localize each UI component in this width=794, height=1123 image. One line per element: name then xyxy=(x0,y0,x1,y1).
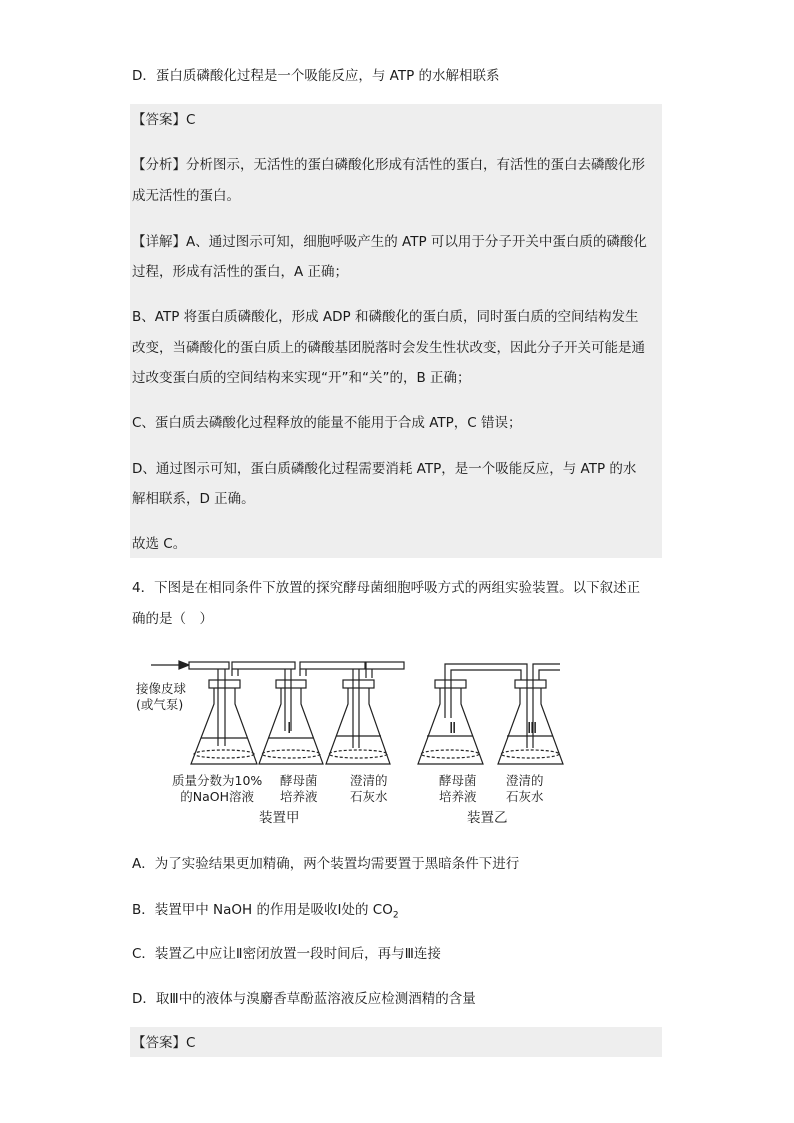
question-stem-line-2: 确的是（ ） xyxy=(132,611,213,627)
flask5-label xyxy=(506,773,544,805)
device-b-label: 装置乙 xyxy=(467,810,508,826)
flask4-label-line-1: 酵母菌 xyxy=(439,773,477,788)
flask2-label xyxy=(280,773,318,805)
flask4-label-line-2: 培养液 xyxy=(439,789,477,804)
flask3-label xyxy=(350,773,388,805)
pump-label xyxy=(136,681,186,713)
prev-option-d: D．蛋白质磷酸化过程是一个吸能反应，与 ATP 的水解相联系 xyxy=(132,68,500,84)
device-a-label: 装置甲 xyxy=(259,810,300,826)
pump-label-line-2: (或气泵) xyxy=(136,697,184,712)
flask3-label-line-2: 石灰水 xyxy=(350,789,388,804)
detail-b-line-2: 改变，当磷酸化的蛋白质上的磷酸基团脱落时会发生性状改变，因此分子开关可能是通 xyxy=(132,340,645,356)
analysis-line-1: 【分析】分析图示，无活性的蛋白磷酸化形成有活性的蛋白，有活性的蛋白去磷酸化形 xyxy=(132,157,645,173)
detail-a-line-2: 过程，形成有活性的蛋白，A 正确； xyxy=(132,264,349,280)
flask5-label-line-2: 石灰水 xyxy=(506,789,544,804)
flask1-label-line-1: 质量分数为10% xyxy=(172,773,263,788)
answer-line-2: 【答案】C xyxy=(132,1035,196,1051)
option-a: A．为了实验结果更加精确，两个装置均需要置于黑暗条件下进行 xyxy=(132,856,520,872)
detail-a-line-1: 【详解】A、通过图示可知，细胞呼吸产生的 ATP 可以用于分子开关中蛋白质的磷酸化 xyxy=(132,234,647,250)
detail-c-line: C、蛋白质去磷酸化过程释放的能量不能用于合成 ATP，C 错误； xyxy=(132,415,522,431)
pump-label-line-1: 接像皮球 xyxy=(136,681,187,696)
flask5-label-line-1: 澄清的 xyxy=(506,773,544,788)
flask1-label-line-2: 的NaOH溶液 xyxy=(180,789,255,804)
flask3-label-line-1: 澄清的 xyxy=(350,773,388,788)
roman-numeral-1: Ⅰ xyxy=(287,719,292,737)
detail-b-line-1: B、ATP 将蛋白质磷酸化，形成 ADP 和磷酸化的蛋白质，同时蛋白质的空间结构发生 xyxy=(132,309,639,325)
option-b-text: B．装置甲中 NaOH 的作用是吸收Ⅰ处的 CO xyxy=(132,902,393,918)
option-d: D．取Ⅲ中的液体与溴麝香草酚蓝溶液反应检测酒精的含量 xyxy=(132,991,476,1007)
flask2-label-line-1: 酵母菌 xyxy=(280,773,318,788)
question-stem-line-1: 4．下图是在相同条件下放置的探究酵母菌细胞呼吸方式的两组实验装置。以下叙述正 xyxy=(132,580,641,596)
option-c: C．装置乙中应让Ⅱ密闭放置一段时间后，再与Ⅲ连接 xyxy=(132,946,441,962)
analysis-line-2: 成无活性的蛋白。 xyxy=(132,188,240,204)
answer2-background xyxy=(130,1027,662,1057)
detail-d-line-2: 解相联系，D 正确。 xyxy=(132,491,255,507)
flask4-label xyxy=(439,773,477,805)
roman-numeral-2: Ⅱ xyxy=(449,719,457,737)
flask1-label xyxy=(172,773,262,805)
apparatus-diagram xyxy=(135,656,565,776)
detail-d-line-1: D、通过图示可知，蛋白质磷酸化过程需要消耗 ATP，是一个吸能反应，与 ATP 的水 xyxy=(132,461,637,477)
detail-b-line-3: 过改变蛋白质的空间结构来实现“开”和“关”的，B 正确； xyxy=(132,370,471,386)
option-b-subscript: 2 xyxy=(392,910,399,921)
detail-conclusion: 故选 C。 xyxy=(132,536,187,552)
flask2-label-line-2: 培养液 xyxy=(280,789,318,804)
option-b xyxy=(132,900,399,926)
answer-line: 【答案】C xyxy=(132,112,196,128)
roman-numeral-3: Ⅲ xyxy=(527,719,538,737)
